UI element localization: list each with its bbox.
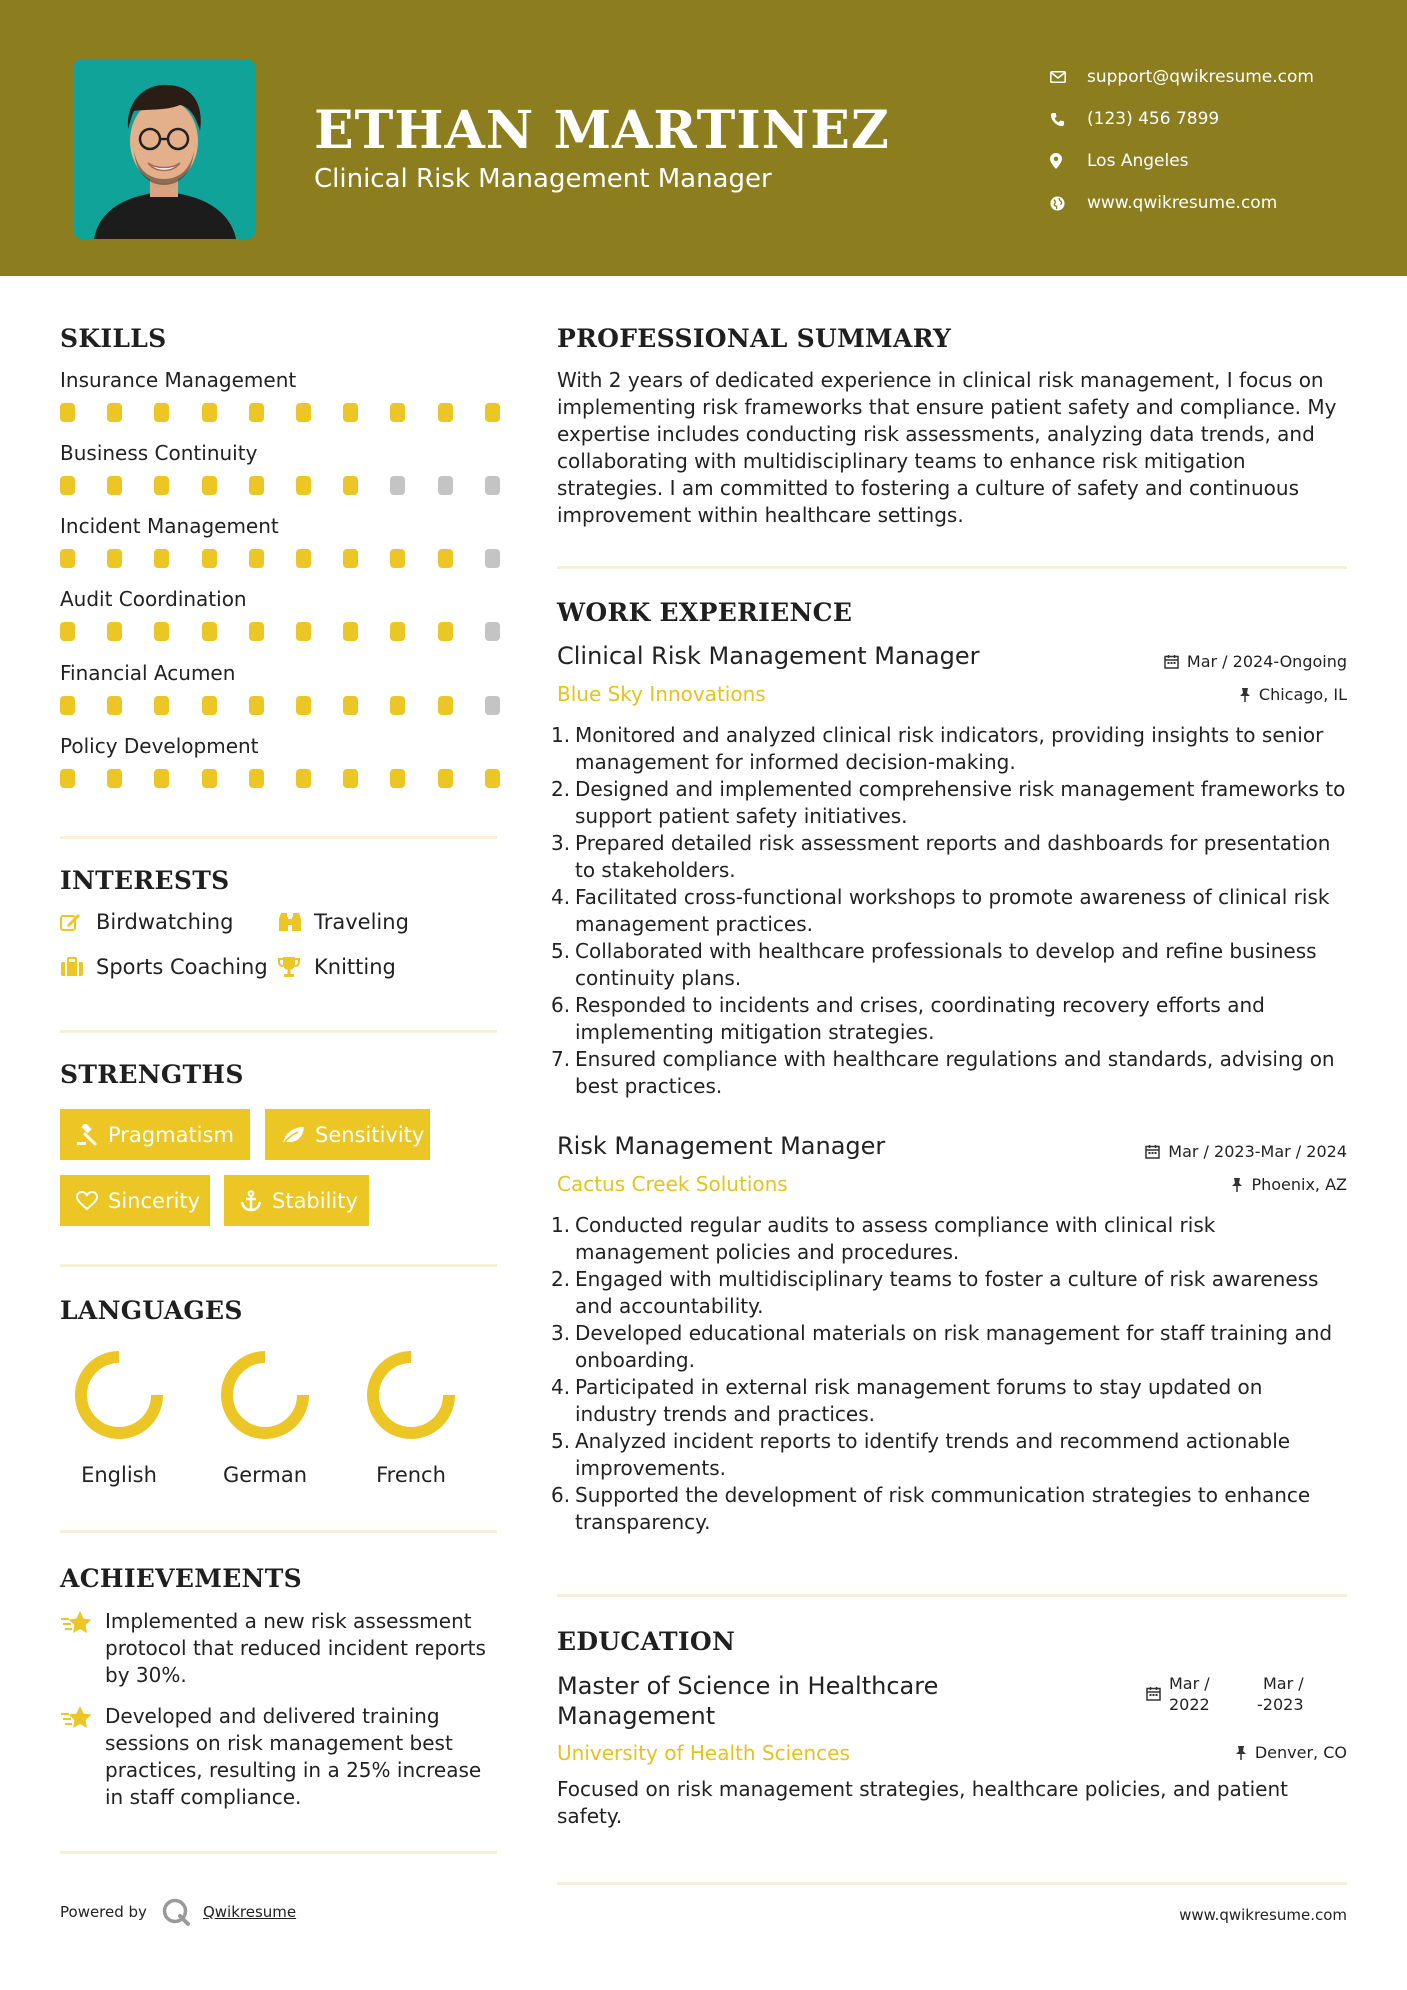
skill-dot [107,769,122,788]
contact-email-text: support@qwikresume.com [1087,67,1314,87]
section-divider [60,1264,497,1267]
skill-rating [60,549,500,569]
contact-list [1050,56,1314,224]
skill-name: Business Continuity [60,441,258,465]
language-item [54,1345,184,1495]
job-title: Clinical Risk Management Manager [557,642,980,670]
skill-dot [60,769,75,788]
interest-item [60,910,233,934]
skill-dot [249,769,264,788]
contact-email[interactable] [1050,56,1314,98]
strength-badge [60,1175,210,1226]
responsibility-item: 7. Ensured compliance with healthcare regulations and standards, advising on best practices. [551,1047,1335,1098]
skill-item [60,658,500,716]
skill-dot [249,622,264,641]
powered-by-label: Powered by [60,1903,147,1921]
skill-rating [60,476,500,496]
interest-label: Knitting [314,955,396,979]
qwikresume-link[interactable]: Qwikresume [202,1903,297,1921]
skill-rating [60,696,500,716]
footer-url[interactable]: www.qwikresume.com [1179,1906,1347,1924]
company-name: Cactus Creek Solutions [557,1172,788,1196]
strength-label: Sensitivity [315,1122,425,1147]
skill-dot [485,622,500,641]
job-location [1239,685,1347,704]
skill-dot [296,769,311,788]
section-divider [60,1530,497,1533]
envelope-icon [1050,71,1087,83]
skill-dot [390,403,405,422]
responsibility-item: 4. Participated in external risk management forums to stay updated on industry trends and practices. [551,1375,1263,1426]
skill-item [60,365,500,423]
skill-dot [343,622,358,641]
skill-name: Incident Management [60,514,279,538]
responsibility-item: 1. Monitored and analyzed clinical risk indicators, providing insights to senior management for informed decision-making. [551,723,1324,774]
language-label: German [222,1463,308,1487]
skill-dot [202,549,217,568]
phone-icon [1050,112,1087,127]
pushpin-icon [1235,1745,1247,1760]
strength-label: Sincerity [108,1188,201,1213]
skill-dot [485,476,500,495]
skill-dot [485,549,500,568]
language-label: English [81,1463,157,1487]
skill-dot [438,403,453,422]
job-dates [1145,1142,1347,1161]
education-heading: EDUCATION [557,1627,736,1656]
skills-heading: SKILLS [60,324,167,353]
skill-dot [343,696,358,715]
job-responsibilities [551,1212,1347,1536]
contact-website[interactable] [1050,182,1314,224]
skill-dot [296,622,311,641]
section-divider [60,1851,497,1854]
achievement-text: Developed and delivered training sessions on risk management best practices, resulting in a 25% increase in staff compliance. [105,1704,482,1809]
skill-item [60,584,500,642]
trophy-icon [278,956,314,978]
section-divider [557,1594,1347,1597]
contact-location [1050,140,1314,182]
job-dates [1164,652,1347,671]
responsibility-item: 6. Supported the development of risk communication strategies to enhance transparency. [551,1483,1311,1534]
skill-dot [60,403,75,422]
skill-name: Financial Acumen [60,661,236,685]
skill-dot [154,549,169,568]
skill-dot [438,549,453,568]
language-gauge [200,1345,330,1445]
strength-badge [265,1109,430,1160]
language-gauge-arc [81,1357,157,1433]
responsibility-item: 2. Engaged with multidisciplinary teams to foster a culture of risk awareness and accountability. [551,1267,1319,1318]
location-pin-icon [1050,153,1087,169]
globe-icon [1050,196,1087,211]
interest-item [278,955,396,979]
binoculars-icon [278,911,314,933]
responsibility-item: 2. Designed and implemented comprehensive risk management frameworks to support patient safety initiatives. [551,777,1346,828]
footer-powered-by [60,1897,296,1927]
skill-dot [296,476,311,495]
skill-rating [60,769,500,789]
contact-phone-text: (123) 456 7899 [1087,109,1220,129]
star-icon [60,1608,105,1689]
end-month: Mar / [1263,1674,1304,1693]
job-title: Risk Management Manager [557,1132,886,1160]
skill-item [60,438,500,496]
responsibility-item: 6. Responded to incidents and crises, coordinating recovery efforts and implementing mitigation strategies. [551,993,1265,1044]
language-gauge [54,1345,184,1445]
skill-dot [107,403,122,422]
skill-dot [249,403,264,422]
skill-dot [390,622,405,641]
responsibility-item: 5. Analyzed incident reports to identify trends and recommend actionable improvements. [551,1429,1291,1480]
skill-rating [60,622,500,642]
strength-label: Pragmatism [108,1122,234,1147]
job-location-text: Phoenix, AZ [1251,1175,1347,1194]
degree-title-cont: Management [557,1702,716,1730]
experience-heading: WORK EXPERIENCE [557,598,853,627]
skill-dot [438,696,453,715]
education-description: Focused on risk management strategies, healthcare policies, and patient safety. [557,1777,1288,1828]
skill-dot [485,696,500,715]
job-responsibilities [551,722,1347,1100]
leaf-icon [281,1125,305,1145]
strengths-heading: STRENGTHS [60,1060,244,1089]
contact-website-text: www.qwikresume.com [1087,193,1278,213]
achievement-text: Implemented a new risk assessment protocol that reduced incident reports by 30%. [105,1609,486,1687]
skill-dot [154,769,169,788]
header-banner [0,0,1407,276]
skill-dot [296,549,311,568]
skill-dot [202,622,217,641]
education-location [1235,1743,1347,1762]
skill-dot [438,622,453,641]
skill-dot [154,403,169,422]
skill-dot [249,476,264,495]
achievements-heading: ACHIEVEMENTS [60,1564,302,1593]
skill-dot [390,549,405,568]
summary-heading: PROFESSIONAL SUMMARY [557,324,952,353]
skill-dot [343,476,358,495]
skill-dot [202,476,217,495]
job-location [1231,1175,1347,1194]
job-dates-text: Mar / 2023-Mar / 2024 [1168,1142,1347,1161]
education-dates [1146,1673,1304,1715]
skill-dot [60,549,75,568]
contact-location-text: Los Angeles [1087,151,1189,171]
skill-dot [390,769,405,788]
suitcase-icon [60,957,96,977]
skill-dot [296,403,311,422]
job-location-text: Chicago, IL [1258,685,1347,704]
skill-dot [390,476,405,495]
skill-dot [390,696,405,715]
skill-dot [107,696,122,715]
start-year: 2022 [1169,1695,1210,1714]
skill-dot [202,696,217,715]
education-start [1169,1673,1255,1715]
interest-item [60,955,268,979]
pushpin-icon [1239,687,1251,702]
skill-dot [202,769,217,788]
degree-title: Master of Science in Healthcare [557,1672,939,1700]
skill-name: Insurance Management [60,368,297,392]
strength-label: Stability [272,1188,358,1213]
pencil-icon [60,912,96,932]
responsibility-item: 3. Developed educational materials on risk management for staff training and onboarding. [551,1321,1333,1372]
skill-dot [438,769,453,788]
star-icon [60,1703,105,1811]
skill-dot [154,476,169,495]
job-dates-text: Mar / 2024-Ongoing [1186,652,1347,671]
skill-dot [485,403,500,422]
section-divider [557,566,1347,569]
interest-item [278,910,409,934]
language-label: French [376,1463,446,1487]
interest-label: Traveling [314,910,409,934]
skill-dot [249,696,264,715]
skill-dot [343,403,358,422]
interests-heading: INTERESTS [60,866,230,895]
calendar-icon [1164,654,1179,669]
summary-text: With 2 years of dedicated experience in clinical risk management, I focus on implementing risk frameworks that ensure patient safety and compliance. My expertise includes conducting risk assessments, analyzing data trends, and collaborating with multidisciplinary teams to enhance risk mitigation strategies. I am committed to fostering a culture of safety and continuous improvement within healthcare settings. [557,368,1337,527]
responsibility-item: 4. Facilitated cross-functional workshops to promote awareness of clinical risk management practices. [551,885,1330,936]
skill-dot [343,769,358,788]
language-gauge [346,1345,476,1445]
education-end [1255,1673,1304,1715]
education-location-text: Denver, CO [1254,1743,1347,1762]
skill-dot [107,476,122,495]
calendar-icon [1146,1673,1161,1715]
skill-dot [154,696,169,715]
skill-dot [485,769,500,788]
skill-dot [154,622,169,641]
gavel-icon [76,1124,98,1146]
language-gauge-arc [373,1357,449,1433]
section-divider [557,1882,1347,1885]
achievement-item [60,1703,500,1811]
interest-label: Birdwatching [96,910,234,934]
skill-name: Policy Development [60,734,259,758]
contact-phone[interactable] [1050,98,1314,140]
skill-item [60,731,500,789]
heart-icon [76,1191,98,1211]
end-year: -2023 [1257,1695,1304,1714]
skill-dot [296,696,311,715]
skill-dot [60,476,75,495]
strength-badge [224,1175,369,1226]
pushpin-icon [1231,1177,1243,1192]
section-divider [60,1030,497,1033]
language-gauge-arc [227,1357,303,1433]
skill-dot [438,476,453,495]
skill-dot [107,622,122,641]
anchor-icon [240,1190,262,1212]
candidate-title: Clinical Risk Management Manager [314,164,772,194]
start-month: Mar / [1169,1674,1210,1693]
section-divider [60,836,497,839]
skill-rating [60,403,500,423]
interest-label: Sports Coaching [96,955,268,979]
skill-dot [343,549,358,568]
achievement-item [60,1608,500,1689]
candidate-name: ETHAN MARTINEZ [314,100,890,161]
responsibility-item: 3. Prepared detailed risk assessment reports and dashboards for presentation to stakeholders. [551,831,1331,882]
skill-name: Audit Coordination [60,587,247,611]
company-name: Blue Sky Innovations [557,682,766,706]
language-item [346,1345,476,1495]
calendar-icon [1145,1144,1160,1159]
skill-dot [60,622,75,641]
school-name: University of Health Sciences [557,1741,850,1765]
languages-heading: LANGUAGES [60,1296,243,1325]
skill-dot [202,403,217,422]
strength-badge [60,1109,250,1160]
skill-dot [107,549,122,568]
skill-dot [60,696,75,715]
qwikresume-logo-icon [161,1897,191,1927]
responsibility-item: 1. Conducted regular audits to assess compliance with clinical risk management policies and procedures. [551,1213,1216,1264]
skill-item [60,511,500,569]
profile-photo [74,59,255,239]
responsibility-item: 5. Collaborated with healthcare professionals to develop and refine business continuity plans. [551,939,1317,990]
language-item [200,1345,330,1495]
skill-dot [249,549,264,568]
